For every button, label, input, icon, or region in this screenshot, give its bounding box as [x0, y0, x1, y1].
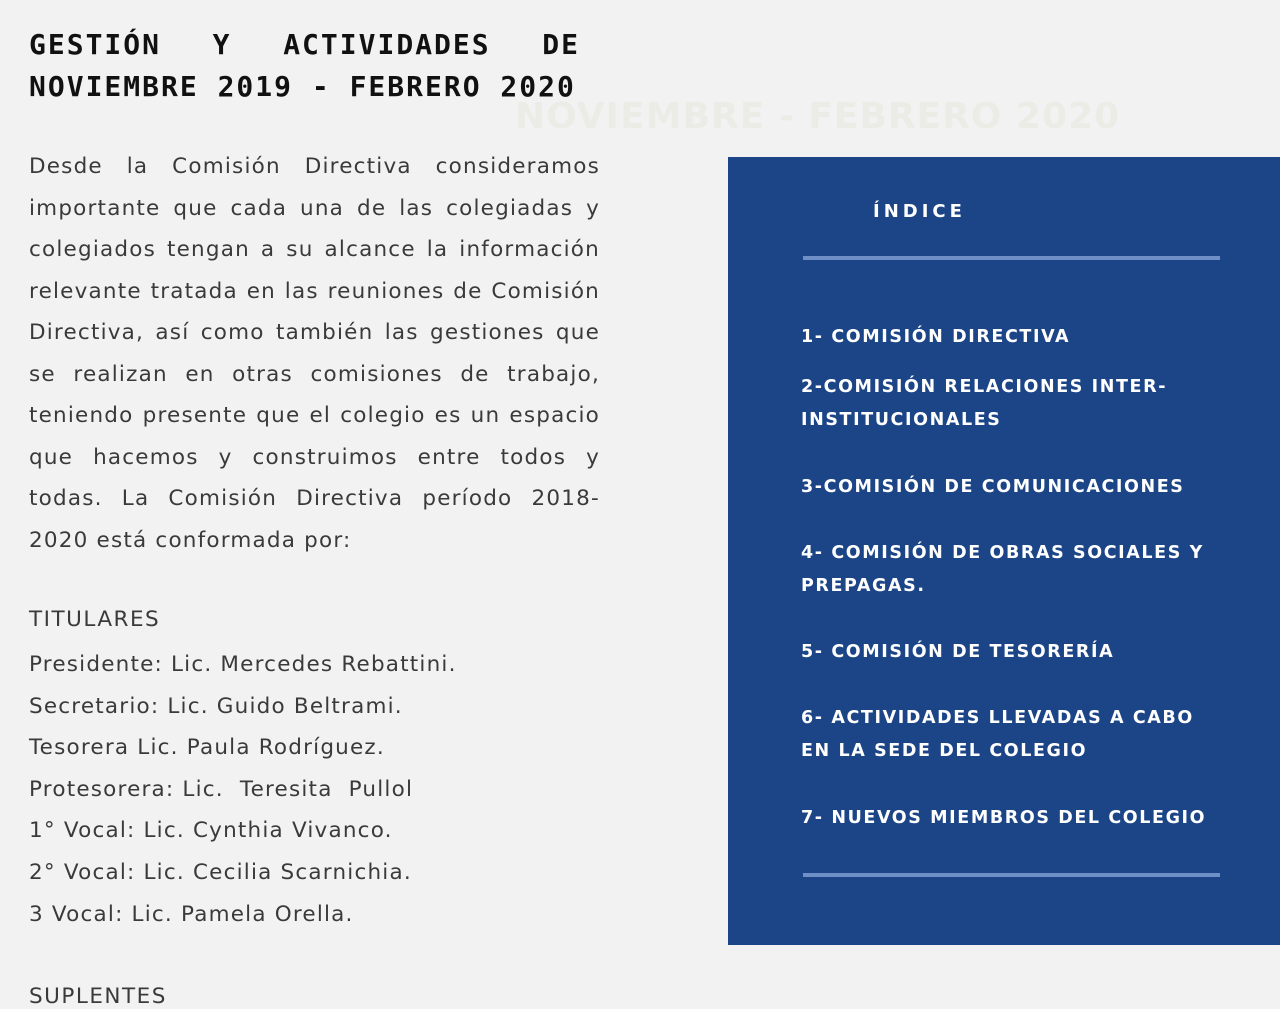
page-title-word: Y — [212, 28, 232, 61]
index-item-tesoreria[interactable]: 5- COMISIÓN DE TESORERÍA — [801, 642, 1115, 662]
member-item: Tesorera Lic. Paula Rodríguez. — [29, 735, 385, 761]
member-item: 1° Vocal: Lic. Cynthia Vivanco. — [29, 818, 393, 844]
ghost-watermark-title: NOVIEMBRE - FEBRERO 2020 — [515, 96, 1121, 137]
index-item-actividades-sede[interactable]: 6- ACTIVIDADES LLEVADAS A CABO EN LA SEDE DEL COLEGIO — [801, 708, 1194, 761]
index-item-obras-sociales[interactable]: 4- COMISIÓN DE OBRAS SOCIALES Y PREPAGAS. — [801, 543, 1204, 596]
index-panel — [728, 157, 1280, 945]
index-divider-bottom — [803, 873, 1220, 877]
page-title-word: GESTIÓN — [29, 28, 162, 61]
page-title-word: DE — [542, 28, 580, 61]
page-title-word: ACTIVIDADES — [283, 28, 491, 61]
index-divider-top — [803, 256, 1220, 260]
member-item: Presidente: Lic. Mercedes Rebattini. — [29, 652, 457, 677]
titulares-heading: TITULARES — [29, 607, 161, 632]
intro-paragraph: Desde la Comisión Directiva consideramos importante que cada una de las colegiadas y colegiados tengan a su alcance la información relevante tratada en las reuniones de Comisión Directiva, así como también las gestiones que se realizan en otras comisiones de trabajo, teniendo presente que el colegio es un espacio que hacemos y construimos entre todos y todas. La Comisión Directiva período 2018- 2020 está conformada por: — [29, 154, 600, 553]
member-item: 3 Vocal: Lic. Pamela Orella. — [29, 901, 354, 927]
index-item-comunicaciones[interactable]: 3-COMISIÓN DE COMUNICACIONES — [801, 477, 1185, 497]
member-item: Protesorera: Lic. Teresita Pullol — [29, 776, 414, 802]
index-title: ÍNDICE — [873, 201, 966, 222]
index-item-relaciones-interinstitucionales[interactable]: 2-COMISIÓN RELACIONES INTER-INSTITUCIONALES — [801, 377, 1168, 430]
suplentes-heading: SUPLENTES — [29, 984, 167, 1009]
titulares-list — [29, 644, 457, 935]
page-title-line-1 — [29, 24, 580, 66]
member-item: 2° Vocal: Lic. Cecilia Scarnichia. — [29, 859, 412, 885]
index-item-comision-directiva[interactable]: 1- COMISIÓN DIRECTIVA — [801, 327, 1071, 347]
page-title — [29, 24, 580, 108]
index-item-nuevos-miembros[interactable]: 7- NUEVOS MIEMBROS DEL COLEGIO — [801, 808, 1207, 828]
member-item: Secretario: Lic. Guido Beltrami. — [29, 693, 403, 719]
page-title-line-2: NOVIEMBRE 2019 - FEBRERO 2020 — [29, 70, 576, 103]
